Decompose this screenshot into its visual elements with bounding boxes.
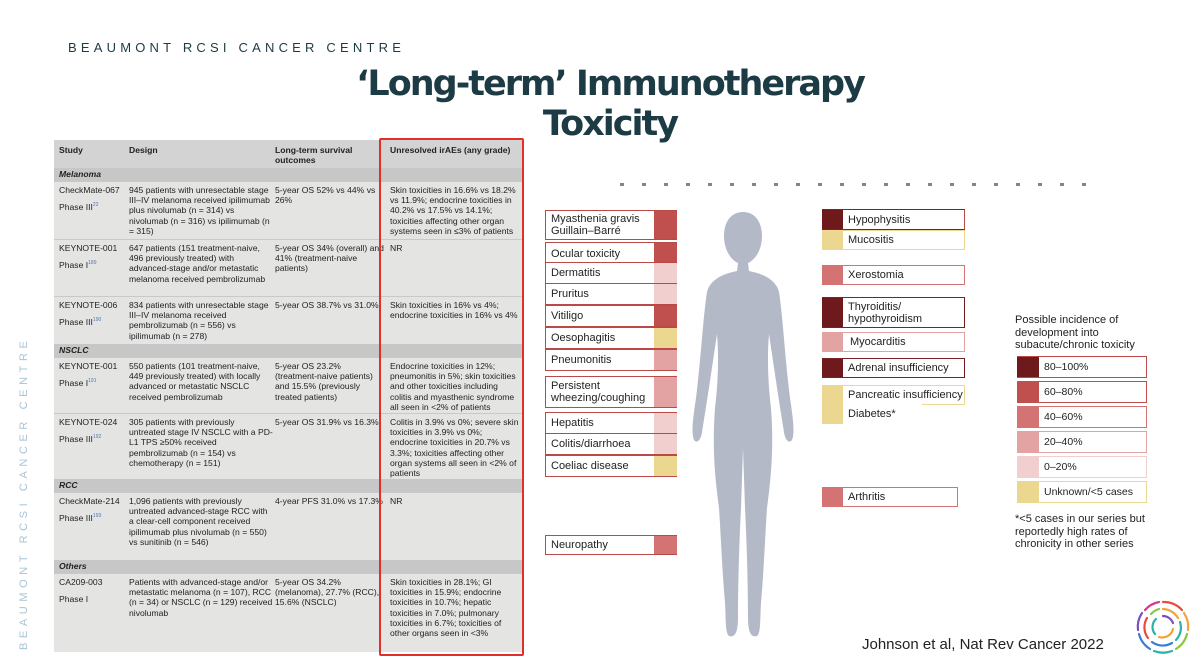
tox-label: Pneumonitis	[551, 354, 612, 366]
tox-label: Vitiligo	[551, 310, 584, 322]
design-cell: 945 patients with unresectable stage III–IV melanoma received ipilimumab plus nivolumab (n = 314) vs nivolumab (n = 316) vs ipilimumab (n = 315)	[129, 185, 270, 236]
tox-label: Myocarditis	[850, 336, 906, 348]
tox-xerostomia	[822, 265, 965, 285]
tox-oesophagitis	[545, 327, 677, 349]
legend-label: 40–60%	[1044, 411, 1083, 423]
study-name: KEYNOTE-006	[59, 300, 118, 310]
tox-label: Myasthenia gravis Guillain–Barré	[551, 213, 640, 237]
survival-cell: 5-year OS 34% (overall) and 41% (treatment-naive patients)	[275, 243, 384, 274]
study-phase: Phase I	[59, 594, 89, 605]
legend-swatch	[1017, 407, 1039, 427]
legend-item	[1017, 431, 1147, 453]
tox-mucositis	[822, 230, 965, 250]
org-header: BEAUMONT RCSI CANCER CENTRE	[68, 40, 406, 55]
cropped-figure-strip	[620, 183, 1100, 186]
tox-pneumonitis	[545, 349, 677, 371]
tox-pruritus	[545, 283, 677, 305]
irae-cell: Skin toxicities in 16.6% vs 18.2% vs 11.9%; endocrine toxicities in 40.2% vs 17.5% vs 14.1%; toxicities affecting other organ systems seen in ≤3% of patients	[390, 185, 516, 236]
irae-cell: NR	[390, 243, 403, 253]
tox-label: Hepatitis	[551, 417, 594, 429]
page-title: ‘Long-term’ Immunotherapy Toxicity	[356, 64, 864, 144]
header-study: Study	[59, 145, 83, 155]
irae-cell: Colitis in 3.9% vs 0%; severe skin toxicities in 3.9% vs 0%; endocrine toxicities in 20.7% vs 3.3%; toxicities affecting other organ systems all seen in <2% of patients	[390, 417, 519, 479]
tox-label: Coeliac disease	[551, 460, 629, 472]
legend-swatch	[1017, 432, 1039, 452]
study-phase: Phase I	[59, 378, 89, 389]
legend-label: 80–100%	[1044, 361, 1089, 373]
design-cell: 305 patients with previously untreated stage IV NSCLC with a PD-L1 TPS ≥50% received pembrolizumab (n = 154) vs chemotherapy (n = 151)	[129, 417, 273, 468]
tox-swatch	[654, 413, 677, 433]
tox-swatch	[654, 434, 677, 454]
tox-label: Dermatitis	[551, 267, 601, 279]
tox-hepatitis	[545, 412, 677, 434]
tox-label: Ocular toxicity	[551, 248, 621, 260]
tox-label: Adrenal insufficiency	[848, 362, 949, 374]
legend-label: 0–20%	[1044, 461, 1077, 473]
legend-item	[1017, 381, 1147, 403]
legend-item	[1017, 356, 1147, 378]
tox-swatch	[654, 306, 677, 326]
tox-myasthenia	[545, 210, 677, 240]
tox-label: Pruritus	[551, 288, 589, 300]
tox-swatch	[822, 231, 843, 249]
legend-title: Possible incidence of development into subacute/chronic toxicity	[1015, 314, 1135, 351]
study-name: CheckMate-214	[59, 496, 120, 506]
study-phase: Phase III	[59, 513, 93, 524]
tox-label: Thyroiditis/ hypothyroidism	[848, 300, 922, 325]
design-cell: 550 patients (101 treatment-naive, 449 previously treated) with locally advanced or metastatic NSCLC received pembrolizumab	[129, 361, 261, 402]
study-phase: Phase III	[59, 202, 93, 213]
tox-label: Persistent wheezing/coughing	[551, 380, 646, 404]
study-phase: Phase I	[59, 260, 89, 271]
cancer-centre-logo-icon	[1134, 598, 1192, 656]
ref-number: 193	[92, 513, 102, 520]
survival-cell: 4-year PFS 31.0% vs 17.3%	[275, 496, 383, 506]
tox-vitiligo	[545, 305, 677, 327]
header-irae: Unresolved irAEs (any grade)	[390, 145, 511, 155]
section-nsclc: NSCLC	[54, 344, 524, 357]
tox-label: Mucositis	[848, 234, 894, 246]
tox-label: Diabetes*	[848, 408, 896, 420]
tox-label: Xerostomia	[848, 269, 904, 281]
tox-swatch	[654, 263, 677, 283]
section-others: Others	[54, 560, 524, 573]
legend-swatch	[1017, 457, 1039, 477]
survival-cell: 5-year OS 52% vs 44% vs 26%	[275, 185, 376, 206]
body-silhouette-icon	[688, 208, 798, 648]
legend-note: *<5 cases in our series but reportedly high rates of chronicity in other series	[1015, 513, 1145, 550]
tox-adrenal	[822, 358, 965, 378]
study-name: CA209-003	[59, 577, 103, 587]
citation: Johnson et al, Nat Rev Cancer 2022	[862, 636, 1104, 653]
tox-hypophysitis	[822, 209, 965, 230]
tox-label: Pancreatic insufficiency	[848, 389, 963, 401]
legend-label: 60–80%	[1044, 386, 1083, 398]
ref-number: 22	[92, 202, 99, 209]
design-cell: Patients with advanced-stage and/or metastatic melanoma (n = 107), RCC (n = 34) or NSCLC (n = 129) received nivolumab	[129, 577, 273, 618]
study-phase: Phase III	[59, 317, 93, 328]
highlight-box	[379, 138, 524, 656]
irae-cell: Endocrine toxicities in 12%; pneumonitis in 5%; skin toxicities and other toxicities including colitis and myasthenic syndrome all seen in <2% of patients	[390, 361, 516, 412]
tox-swatch	[822, 404, 843, 424]
tox-coeliac	[545, 455, 677, 477]
ref-number: 192	[92, 434, 102, 441]
section-melanoma: Melanoma	[54, 168, 524, 181]
tox-swatch	[822, 386, 843, 404]
legend-swatch	[1017, 482, 1039, 502]
tox-label: Oesophagitis	[551, 332, 616, 344]
tox-swatch	[654, 456, 677, 476]
study-name: KEYNOTE-024	[59, 417, 118, 427]
ref-number: 190	[92, 317, 102, 324]
tox-label: Arthritis	[848, 491, 886, 503]
design-cell: 647 patients (151 treatment-naive, 496 previously treated) with advanced-stage and/or metastatic melanoma received pembrolizumab	[129, 243, 266, 284]
legend-item	[1017, 406, 1147, 428]
tox-myocarditis	[822, 332, 965, 352]
tox-swatch	[654, 211, 677, 239]
tox-label: Hypophysitis	[848, 213, 911, 226]
irae-cell: NR	[390, 496, 403, 506]
legend-item	[1017, 481, 1147, 503]
legend-swatch	[1017, 382, 1039, 402]
survival-cell: 5-year OS 38.7% vs 31.0%	[275, 300, 379, 310]
tox-swatch	[822, 298, 843, 327]
legend-item	[1017, 456, 1147, 478]
tox-swatch	[822, 266, 843, 284]
section-rcc: RCC	[54, 479, 524, 492]
tox-wheezing	[545, 376, 677, 408]
tox-swatch	[822, 333, 843, 351]
design-cell: 834 patients with unresectable stage III–IV melanoma received pembrolizumab (n = 556) vs ipilimumab (n = 278)	[129, 300, 269, 341]
study-name: KEYNOTE-001	[59, 243, 118, 253]
tox-swatch	[822, 210, 843, 229]
tox-thyroiditis	[822, 297, 965, 328]
tox-swatch	[654, 536, 677, 554]
tox-diabetes	[822, 404, 922, 424]
irae-cell: Skin toxicities in 28.1%; GI toxicities in 15.9%; endocrine toxicities in 10.7%; hepatic toxicities in 7.0%; pulmonary toxicities in 6.7%; toxicities of other organs seen in <3%	[390, 577, 502, 639]
ref-number: 191	[88, 378, 97, 385]
tox-pancreatic	[822, 385, 965, 405]
tox-swatch	[822, 488, 843, 506]
legend-label: 20–40%	[1044, 436, 1083, 448]
survival-cell: 5-year OS 23.2% (treatment-naive patients) and 15.5% (previously treated patients)	[275, 361, 373, 402]
study-phase: Phase III	[59, 434, 93, 445]
tox-label: Colitis/diarrhoea	[551, 438, 631, 450]
survival-cell: 5-year OS 34.2% (melanoma), 27.7% (RCC), 15.6% (NSCLC)	[275, 577, 380, 608]
tox-swatch	[822, 359, 843, 377]
irae-cell: Skin toxicities in 16% vs 4%; endocrine toxicities in 16% vs 4%	[390, 300, 518, 321]
side-org-text: BEAUMONT RCSI CANCER CENTRE	[18, 336, 30, 650]
tox-dermatitis	[545, 262, 677, 284]
tox-colitis	[545, 433, 677, 455]
tox-swatch	[654, 377, 677, 407]
legend-label: Unknown/<5 cases	[1044, 486, 1134, 498]
tox-neuropathy	[545, 535, 677, 555]
ref-number: 189	[88, 260, 97, 267]
survival-cell: 5-year OS 31.9% vs 16.3%	[275, 417, 379, 427]
design-cell: 1,096 patients with previously untreated advanced-stage RCC with a clear-cell component received ipilimumab plus nivolumab (n = 550) vs sunitinib (n = 546)	[129, 496, 268, 547]
study-name: KEYNOTE-001	[59, 361, 118, 371]
study-name: CheckMate-067	[59, 185, 120, 195]
tox-label: Neuropathy	[551, 539, 608, 551]
tox-swatch	[654, 328, 677, 348]
legend-swatch	[1017, 357, 1039, 377]
tox-swatch	[654, 284, 677, 304]
tox-arthritis	[822, 487, 958, 507]
tox-swatch	[654, 350, 677, 370]
header-design: Design	[129, 145, 158, 155]
header-survival: Long-term survival outcomes	[275, 145, 353, 166]
